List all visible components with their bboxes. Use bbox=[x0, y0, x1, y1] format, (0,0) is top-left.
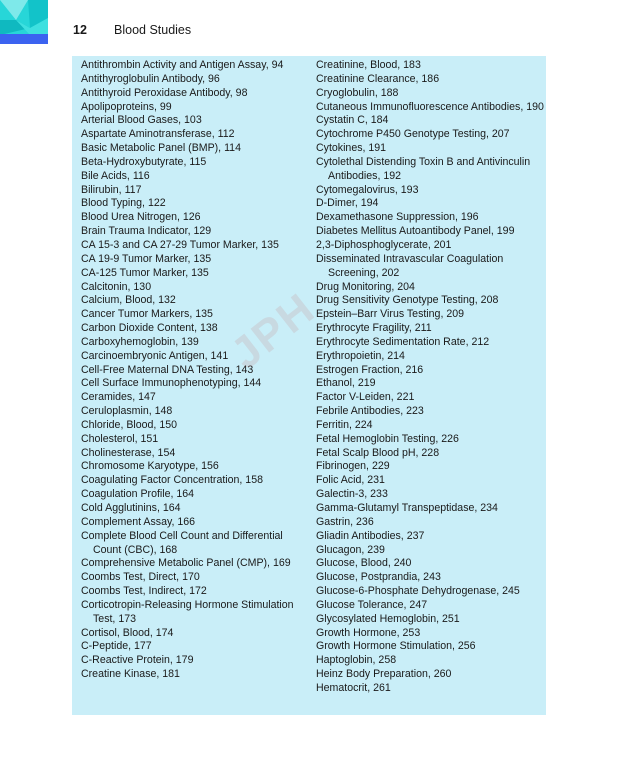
index-entry: Cold Agglutinins, 164 bbox=[81, 502, 181, 514]
section-title: Blood Studies bbox=[114, 23, 192, 37]
index-entry: Carboxyhemoglobin, 139 bbox=[81, 335, 199, 348]
index-entry: Ethanol, 219 bbox=[316, 377, 376, 390]
index-entry: Chromosome Karyotype, 156 bbox=[81, 460, 219, 473]
index-entry: Antithrombin Activity and Antigen Assay, 94 bbox=[81, 59, 284, 71]
index-entry: Creatinine, Blood, 183 bbox=[316, 59, 421, 71]
index-entry: Comprehensive Metabolic Panel (CMP), 169 bbox=[81, 557, 291, 570]
index-entry: Factor V-Leiden, 221 bbox=[316, 391, 415, 404]
index-entry: Glucose Tolerance, 247 bbox=[316, 598, 428, 611]
index-entry: Complete Blood Cell Count and Differential Count (CBC), 168 bbox=[81, 529, 283, 556]
index-entry: Cell Surface Immunophenotyping, 144 bbox=[81, 377, 262, 390]
index-entry: Dexamethasone Suppression, 196 bbox=[316, 211, 479, 224]
index-entry: Antithyroglobulin Antibody, 96 bbox=[81, 72, 220, 85]
index-box bbox=[72, 56, 546, 715]
index-entry: Diabetes Mellitus Autoantibody Panel, 199 bbox=[316, 225, 515, 238]
index-entry: Cytokines, 191 bbox=[316, 142, 387, 155]
index-entry: Antithyroid Peroxidase Antibody, 98 bbox=[81, 86, 248, 99]
index-entry: Growth Hormone Stimulation, 256 bbox=[316, 640, 476, 653]
index-entry: Brain Trauma Indicator, 129 bbox=[81, 225, 212, 238]
index-entry: Corticotropin-Releasing Hormone Stimulation Test, 173 bbox=[81, 598, 294, 625]
index-entry: Fetal Scalp Blood pH, 228 bbox=[316, 446, 440, 459]
index-entry: Folic Acid, 231 bbox=[316, 474, 385, 487]
index-entry: Cell-Free Maternal DNA Testing, 143 bbox=[81, 363, 254, 376]
index-entry: Haptoglobin, 258 bbox=[316, 654, 397, 667]
index-entry: Cholesterol, 151 bbox=[81, 432, 159, 445]
index-entry: Bile Acids, 116 bbox=[81, 169, 150, 182]
index-entry: Growth Hormone, 253 bbox=[316, 626, 421, 639]
index-entry: Basic Metabolic Panel (BMP), 114 bbox=[81, 142, 241, 155]
index-entry: Glucose, Postprandia, 243 bbox=[316, 571, 441, 584]
index-entry: Cutaneous Immunofluorescence Antibodies, 190 bbox=[316, 100, 544, 113]
index-entry: D-Dimer, 194 bbox=[316, 197, 379, 210]
index-entry: Chloride, Blood, 150 bbox=[81, 418, 177, 431]
index-entry: Erythropoietin, 214 bbox=[316, 349, 405, 362]
index-entry: Galectin-3, 233 bbox=[316, 488, 388, 501]
index-entry: Creatine Kinase, 181 bbox=[81, 668, 180, 681]
index-entry: Coagulation Profile, 164 bbox=[81, 488, 195, 501]
index-entry: Febrile Antibodies, 223 bbox=[316, 405, 424, 418]
index-entry: Glucose, Blood, 240 bbox=[316, 557, 412, 570]
index-entry: Cholinesterase, 154 bbox=[81, 446, 176, 459]
index-entry: Arterial Blood Gases, 103 bbox=[81, 114, 202, 127]
index-entry: Calcitonin, 130 bbox=[81, 280, 152, 293]
index-entry: Coombs Test, Indirect, 172 bbox=[81, 585, 207, 598]
index-entry: CA 15-3 and CA 27-29 Tumor Marker, 135 bbox=[81, 238, 279, 251]
index-entry: Cryoglobulin, 188 bbox=[316, 86, 399, 99]
index-entry: C-Reactive Protein, 179 bbox=[81, 654, 194, 667]
index-entry: Erythrocyte Fragility, 211 bbox=[316, 322, 432, 335]
index-entry: Calcium, Blood, 132 bbox=[81, 294, 176, 307]
index-entry: Bilirubin, 117 bbox=[81, 183, 142, 196]
index-entry: Erythrocyte Sedimentation Rate, 212 bbox=[316, 335, 490, 348]
index-entry: Glucagon, 239 bbox=[316, 543, 385, 556]
index-entry: Drug Monitoring, 204 bbox=[316, 280, 415, 293]
corner-decoration-icon bbox=[0, 0, 48, 45]
index-column-right bbox=[316, 59, 544, 696]
index-entry: Blood Typing, 122 bbox=[81, 197, 166, 210]
index-entry: Estrogen Fraction, 216 bbox=[316, 363, 424, 376]
index-entry: Disseminated Intravascular Coagulation Screening, 202 bbox=[316, 252, 504, 279]
index-entry: Cytolethal Distending Toxin B and Antivinculin Antibodies, 192 bbox=[316, 155, 531, 182]
index-entry: Epstein–Barr Virus Testing, 209 bbox=[316, 308, 465, 321]
index-entry: CA-125 Tumor Marker, 135 bbox=[81, 266, 209, 279]
index-entry: Carcinoembryonic Antigen, 141 bbox=[81, 349, 229, 362]
page-number: 12 bbox=[73, 23, 87, 37]
index-entry: Gastrin, 236 bbox=[316, 515, 374, 528]
index-entry: Cortisol, Blood, 174 bbox=[81, 626, 174, 639]
index-entry: CA 19-9 Tumor Marker, 135 bbox=[81, 252, 212, 265]
index-entry: Ferritin, 224 bbox=[316, 418, 373, 431]
index-entry: Cytochrome P450 Genotype Testing, 207 bbox=[316, 128, 510, 141]
index-entry: Hematocrit, 261 bbox=[316, 681, 391, 694]
index-entry: Cystatin C, 184 bbox=[316, 114, 389, 127]
index-entry: Gliadin Antibodies, 237 bbox=[316, 529, 425, 542]
index-column-left bbox=[81, 59, 311, 682]
index-entry: Carbon Dioxide Content, 138 bbox=[81, 322, 218, 335]
index-entry: Coombs Test, Direct, 170 bbox=[81, 571, 200, 584]
index-entry: 2,3-Diphosphoglycerate, 201 bbox=[316, 238, 452, 251]
index-entry: Fetal Hemoglobin Testing, 226 bbox=[316, 432, 459, 445]
index-entry: Gamma-Glutamyl Transpeptidase, 234 bbox=[316, 502, 498, 514]
index-entry: Creatinine Clearance, 186 bbox=[316, 72, 440, 85]
index-entry: Aspartate Aminotransferase, 112 bbox=[81, 128, 235, 141]
index-entry: Ceruloplasmin, 148 bbox=[81, 405, 173, 418]
index-entry: Cancer Tumor Markers, 135 bbox=[81, 308, 213, 321]
index-entry: Ceramides, 147 bbox=[81, 391, 156, 404]
index-entry: Cytomegalovirus, 193 bbox=[316, 183, 419, 196]
index-entry: Beta-Hydroxybutyrate, 115 bbox=[81, 155, 207, 168]
index-entry: Drug Sensitivity Genotype Testing, 208 bbox=[316, 294, 499, 307]
index-entry: Fibrinogen, 229 bbox=[316, 460, 390, 473]
index-entry: Apolipoproteins, 99 bbox=[81, 100, 172, 113]
index-entry: Complement Assay, 166 bbox=[81, 515, 196, 528]
index-entry: Blood Urea Nitrogen, 126 bbox=[81, 211, 201, 224]
index-entry: Heinz Body Preparation, 260 bbox=[316, 668, 452, 681]
index-entry: Glucose-6-Phosphate Dehydrogenase, 245 bbox=[316, 585, 520, 598]
index-entry: Glycosylated Hemoglobin, 251 bbox=[316, 612, 460, 625]
index-entry: C-Peptide, 177 bbox=[81, 640, 152, 653]
index-entry: Coagulating Factor Concentration, 158 bbox=[81, 474, 263, 487]
